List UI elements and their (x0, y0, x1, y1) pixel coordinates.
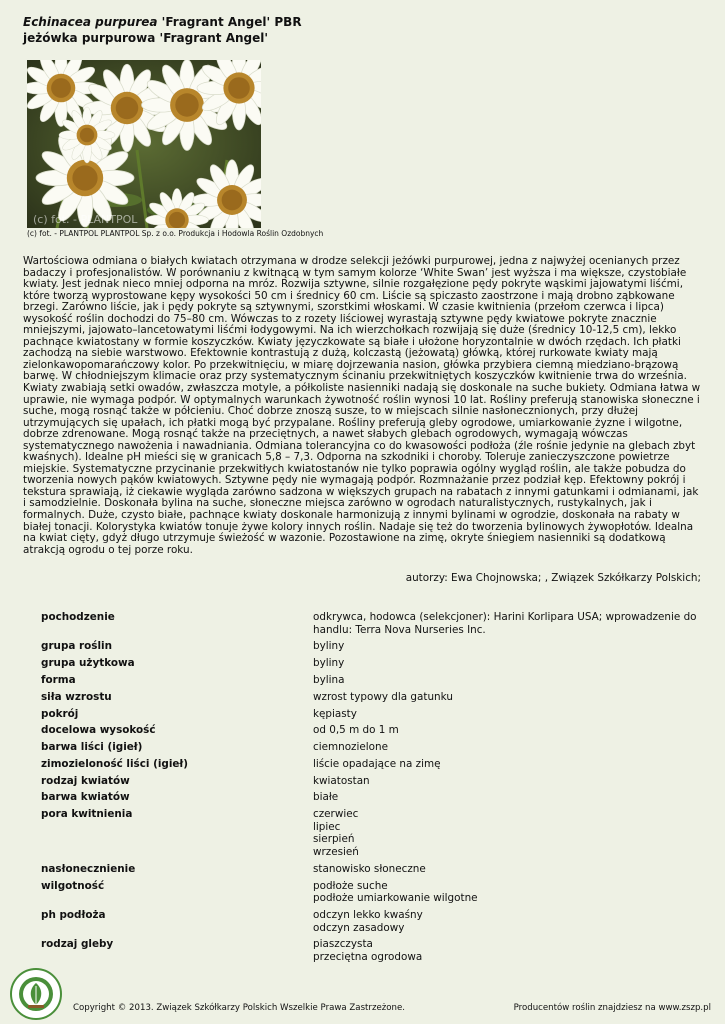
property-value: podłoże suche (313, 879, 388, 892)
property-value: od 0,5 m do 1 m (313, 724, 399, 737)
property-label: siła wzrostu (41, 690, 112, 703)
property-values (313, 640, 701, 653)
property-label: pora kwitnienia (41, 808, 133, 821)
photo-caption: (c) fot. - PLANTPOL PLANTPOL Sp. z o.o. Produkcja i Hodowla Roślin Ozdobnych (27, 229, 324, 238)
property-value: bylina (313, 673, 345, 686)
property-row (41, 863, 701, 876)
property-value: ciemnozielone (313, 741, 389, 754)
properties-table (41, 611, 701, 968)
property-value: byliny (313, 640, 345, 653)
property-row (41, 691, 701, 704)
property-value: podłoże umiarkowanie wilgotne (313, 892, 478, 905)
property-label: zimozieloność liści (igieł) (41, 757, 189, 770)
property-value: kępiasty (313, 707, 357, 720)
property-values (313, 863, 701, 876)
polish-name: jeżówka purpurowa 'Fragrant Angel' (23, 31, 269, 45)
property-values (313, 880, 701, 905)
property-value: odczyn lekko kwaśny (313, 908, 423, 921)
property-values (313, 741, 701, 754)
plant-description: Wartościowa odmiana o białych kwiatach otrzymana w drodze selekcji jeżówki purpurowej, jedna z najwyżej ocenianych przez badaczy i profesjonalistów. W porównaniu z kwitnącą w tym samym kolorze ‘White Swan’ jest wyższa i ma większe, czystobiałe kwiaty. Jest jednak nieco mniej odporna na mróz. Rozwija sztywne, silnie rozgałęzione pędy pokryte wąskimi jajowatymi liśćmi, które tworzą wyprostowane kępy wysokości 50 cm i średnicy 60 cm. Liście są spiczasto zaostrzone i mają drobno ząbkowane brzegi. Zarówno liście, jak i pędy pokryte są sztywnymi, szorstkimi włoskami. W czasie kwitnienia (przełom czerwca i lipca) wysokość roślin dochodzi do 75–80 cm. Wówczas to z rozety liściowej wyrastają sztywne pędy kwiatowe pokryte znacznie mniejszymi, jajowato–lancetowatymi liśćmi łodygowymi. Na ich wierzchołkach rozwijają się duże (średnicy 10-12,5 cm), lekko pachnące kwiatostany w formie koszyczków. Kwiaty języczkowate są białe i ułożone horyzontalnie w dwóch rzędach. Ich płatki zachodzą na siebie warstwowo. Efektownie kontrastują z dużą, kolczastą (jeżowatą) główką, której rurkowate kwiaty mają zielonkawopomarańczowy kolor. Po przekwitnięciu, w miarę dojrzewania nasion, główka przybiera ciemną miedziano-brązową barwę. W chłodniejszym klimacie oraz przy systematycznym ścinaniu przekwitniętych koszyczków kwitnienie trwa do września. Kwiaty zwabiają setki owadów, zwłaszcza motyle, a półkoliste nasienniki nadają się doskonale na suche bukiety. Odmiana łatwa w uprawie, nie wymaga podpór. W optymalnych warunkach żywotność roślin wynosi 10 lat. Rośliny preferują stanowiska słoneczne i suche, mogą rosnąć także w półcieniu. Choć dobrze znoszą susze, to w miejscach silnie nasłonecznionych, przy dłużej utrzymujących się upałach, ich płatki mogą być przypalane. Rośliny preferują gleby ogrodowe, umiarkowanie żyzne i wilgotne, dobrze zdrenowane. Mogą rosnąć także na przeciętnych, a nawet słabych glebach ogrodowych, wymagają wówczas systematycznego nawożenia i nawadniania. Odmiana tolerancyjna co do kwasowości podłoża (źle rośnie jedynie na glebach zbyt kwaśnych). Idealne pH mieści się w granicach 5,8 – 7,3. Odporna na szkodniki i choroby. Toleruje zanieczyszczone powietrze miejskie. Systematyczne przycinanie przekwitłych kwiatostanów nie tylko poprawia ogólny wygląd roślin, ale także pobudza do tworzenia nowych pąków kwiatowych. Sztywne pędy nie wymagają podpór. Rozmnażanie przez podział kęp. Efektowny pokrój i tekstura sprawiają, iż ciekawie wygląda zarówno sadzona w większych grupach na rabatach z innymi gatunkami i odmianami, jak i samodzielnie. Doskonała bylina na suche, słoneczne miejsca zarówno w ogrodach naturalistycznych, rustykalnych, jak i formalnych. Duże, czysto białe, pachnące kwiaty doskonale harmonizują z innymi bylinami w ogrodzie, doskonała na rabaty w białej tonacji. Kolorystyka kwiatów tonuje żywe kolory innych roślin. Nadaje się też do tworzenia bylinowych żywopłotów. Idealna na kwiat cięty, gdyż długo utrzymuje świeżość w wazonie. Pozostawione na zimę, okryte śniegiem nasienniki są dodatkową atrakcją ogrodu o tej porze roku. (23, 255, 701, 556)
property-values (313, 775, 701, 788)
property-row (41, 880, 701, 905)
property-value: liście opadające na zimę (313, 757, 441, 770)
property-value: czerwiec (313, 808, 359, 821)
authors-line: autorzy: Ewa Chojnowska; , Związek Szkółkarzy Polskich; (405, 572, 701, 584)
property-values (313, 674, 701, 687)
property-label: pokrój (41, 707, 79, 720)
property-value: wrzesień (313, 845, 359, 858)
property-row (41, 708, 701, 721)
property-row (41, 808, 701, 858)
property-value: sierpień (313, 833, 355, 846)
property-row (41, 775, 701, 788)
species-title (23, 14, 302, 30)
property-label: docelowa wysokość (41, 724, 156, 737)
property-label: ph podłoża (41, 908, 106, 921)
footer-producers-link[interactable]: Producentów roślin znajdziesz na www.zszp.pl (513, 1003, 711, 1013)
property-value: byliny (313, 657, 345, 670)
flower-illustration (27, 60, 261, 228)
property-values (313, 724, 701, 737)
footer-copyright: Copyright © 2013. Związek Szkółkarzy Polskich Wszelkie Prawa Zastrzeżone. (73, 1003, 405, 1013)
property-values (313, 808, 701, 858)
property-values (313, 791, 701, 804)
property-values (313, 758, 701, 771)
property-row (41, 758, 701, 771)
property-row (41, 724, 701, 737)
property-row (41, 657, 701, 670)
property-values (313, 691, 701, 704)
property-label: barwa kwiatów (41, 791, 130, 804)
property-value: białe (313, 791, 339, 804)
property-value: przeciętna ogrodowa (313, 950, 423, 963)
property-label: wilgotność (41, 879, 105, 892)
property-value: odkrywca, hodowca (selekcjoner): Harini Korlipara USA; wprowadzenie do handlu: Terra Nova Nurseries Inc. (313, 611, 697, 636)
property-values (313, 708, 701, 721)
property-value: wzrost typowy dla gatunku (313, 690, 453, 703)
property-value: stanowisko słoneczne (313, 862, 426, 875)
property-label: grupa roślin (41, 640, 112, 653)
property-value: lipiec (313, 820, 341, 833)
association-logo (10, 968, 62, 1020)
property-label: rodzaj gleby (41, 938, 114, 951)
property-values (313, 657, 701, 670)
property-row (41, 909, 701, 934)
plant-photo (27, 60, 261, 228)
latin-name: Echinacea purpurea (23, 15, 158, 29)
cultivar-name: 'Fragrant Angel' PBR (161, 15, 302, 29)
property-values (313, 611, 701, 636)
property-row (41, 741, 701, 754)
property-row (41, 640, 701, 653)
property-row (41, 611, 701, 636)
property-label: grupa użytkowa (41, 657, 135, 670)
property-values (313, 909, 701, 934)
property-value: odczyn zasadowy (313, 921, 405, 934)
property-label: pochodzenie (41, 611, 115, 623)
property-row (41, 938, 701, 963)
property-label: barwa liści (igieł) (41, 741, 143, 754)
property-label: rodzaj kwiatów (41, 774, 130, 787)
property-values (313, 938, 701, 963)
property-value: kwiatostan (313, 774, 370, 787)
property-value: piaszczysta (313, 938, 373, 951)
property-label: nasłonecznienie (41, 862, 136, 875)
photo-watermark: (c) fot. - PLANTPOL (33, 213, 138, 226)
title-block (23, 14, 302, 46)
property-label: forma (41, 673, 76, 686)
property-row (41, 791, 701, 804)
property-row (41, 674, 701, 687)
